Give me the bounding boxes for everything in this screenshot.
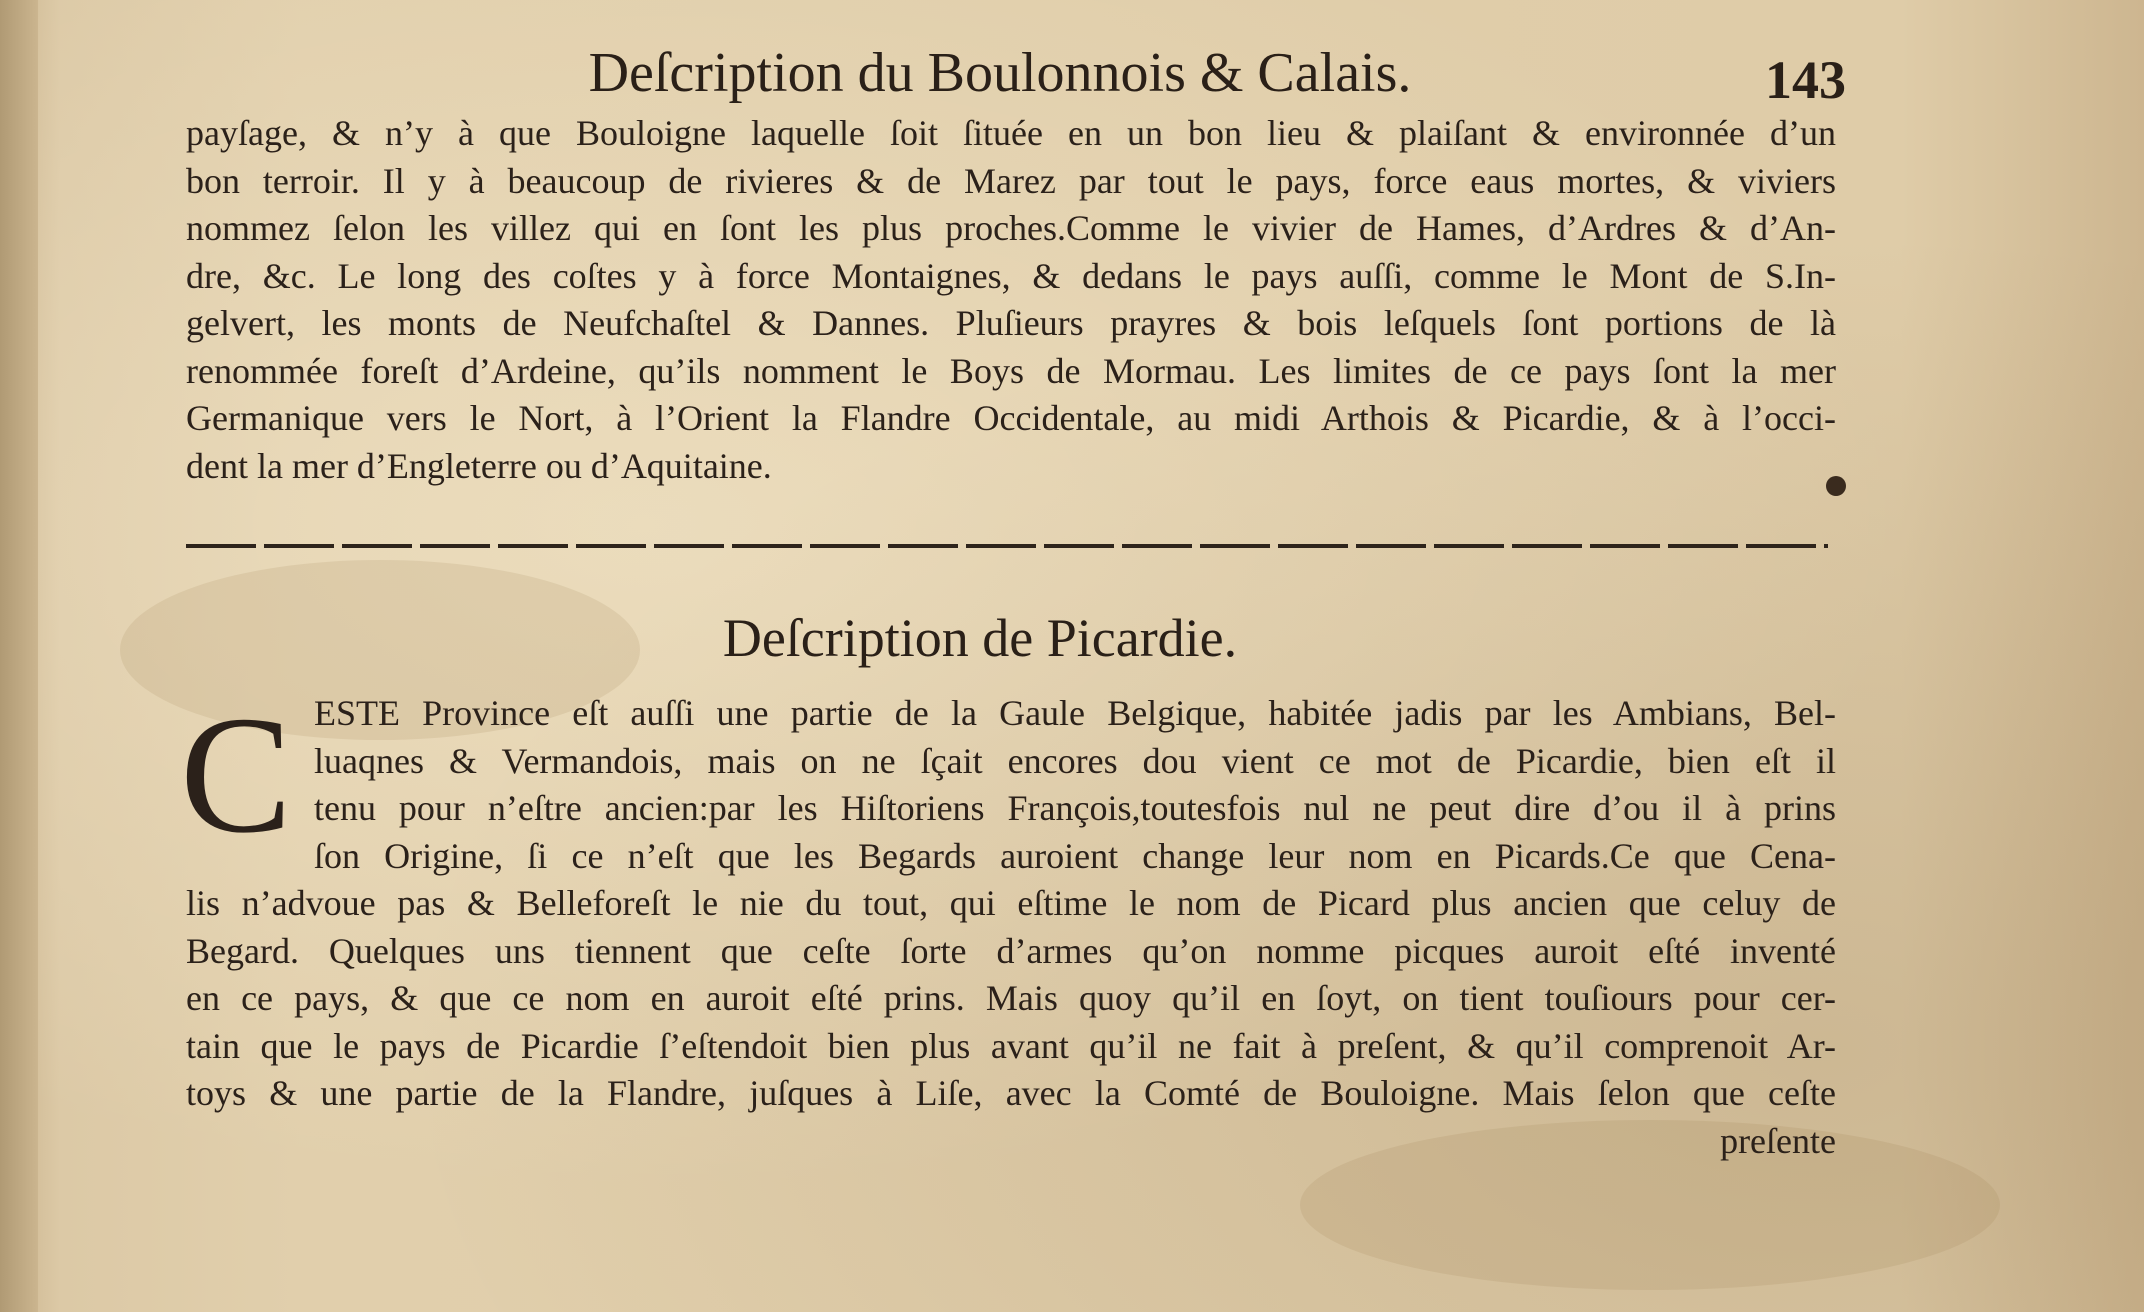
text-line: gelvert, les monts de Neufchaſtel & Dannes. Pluſieurs prayres & bois leſquels ſont portions de là <box>186 303 1836 343</box>
text-line: toys & une partie de la Flandre, juſques à Liſe, avec la Comté de Bouloigne. Mais ſelon que ceſte <box>186 1073 1836 1113</box>
text-line: ESTE Province eſt auſſi une partie de la Gaule Belgique, habitée jadis par les Ambians, Bel- <box>314 693 1836 733</box>
text-line: Begard. Quelques uns tiennent que ceſte ſorte d’armes qu’on nomme picques auroit eſté inventé <box>186 930 1836 971</box>
text-line: tain que le pays de Picardie ſ’eſtendoit bien plus avant qu’il ne fait à preſent, & qu’il comprenoit Ar- <box>186 1025 1836 1066</box>
page-number: 143 <box>1765 50 1846 110</box>
drop-cap-initial: C <box>180 682 293 868</box>
text-line: dre, &c. Le long des coſtes y à force Montaignes, & dedans le pays auſſi, comme le Mont de S.In- <box>186 255 1836 296</box>
text-line: renommée foreſt d’Ardeine, qu’ils nomment le Boys de Mormau. Les limites de ce pays ſont la mer <box>186 350 1836 391</box>
running-head: Deſcription du Boulonnois & Calais. <box>588 42 1412 104</box>
text-line: bon terroir. Il y à beaucoup de rivieres & de Marez par tout le pays, force eaus mortes, & viviers <box>186 160 1836 201</box>
section-divider-rule <box>186 544 1828 548</box>
section-picardie-text <box>186 690 1836 1165</box>
section-title: Deſcription de Picardie. <box>722 608 1238 668</box>
text-line: Germanique vers le Nort, à l’Orient la Flandre Occidentale, au midi Arthois & Picardie, & à l’occi- <box>186 398 1836 438</box>
text-line: nommez ſelon les villez qui en ſont les plus proches.Comme le vivier de Hames, d’Ardres & d’An- <box>186 208 1836 248</box>
text-line: lis n’advoue pas & Belleforeſt le nie du tout, qui eſtime le nom de Picard plus ancien que celuy de <box>186 883 1836 923</box>
catchword: preſente <box>1720 1120 1836 1161</box>
text-line: dent la mer d’Engleterre ou d’Aquitaine. <box>186 445 772 486</box>
section-boulonnois-text <box>186 110 1836 490</box>
text-line: en ce pays, & que ce nom en auroit eſté prins. Mais quoy qu’il en ſoyt, on tient touſiours pour cer- <box>186 978 1836 1018</box>
text-line: luaqnes & Vermandois, mais on ne ſçait encores dou vient ce mot de Picardie, bien eſt il <box>314 740 1836 781</box>
text-line: tenu pour n’eſtre ancien:par les Hiſtoriens François,toutesfois nul ne peut dire d’ou il à prins <box>314 788 1836 828</box>
text-line: ſon Origine, ſi ce n’eſt que les Begards auroient change leur nom en Picards.Ce que Cena- <box>314 835 1836 876</box>
page-gutter-edge <box>0 0 38 1312</box>
ink-spot <box>1826 476 1846 496</box>
text-line: payſage, & n’y à que Bouloigne laquelle ſoit ſituée en un bon lieu & plaiſant & environnée d’un <box>186 113 1836 153</box>
